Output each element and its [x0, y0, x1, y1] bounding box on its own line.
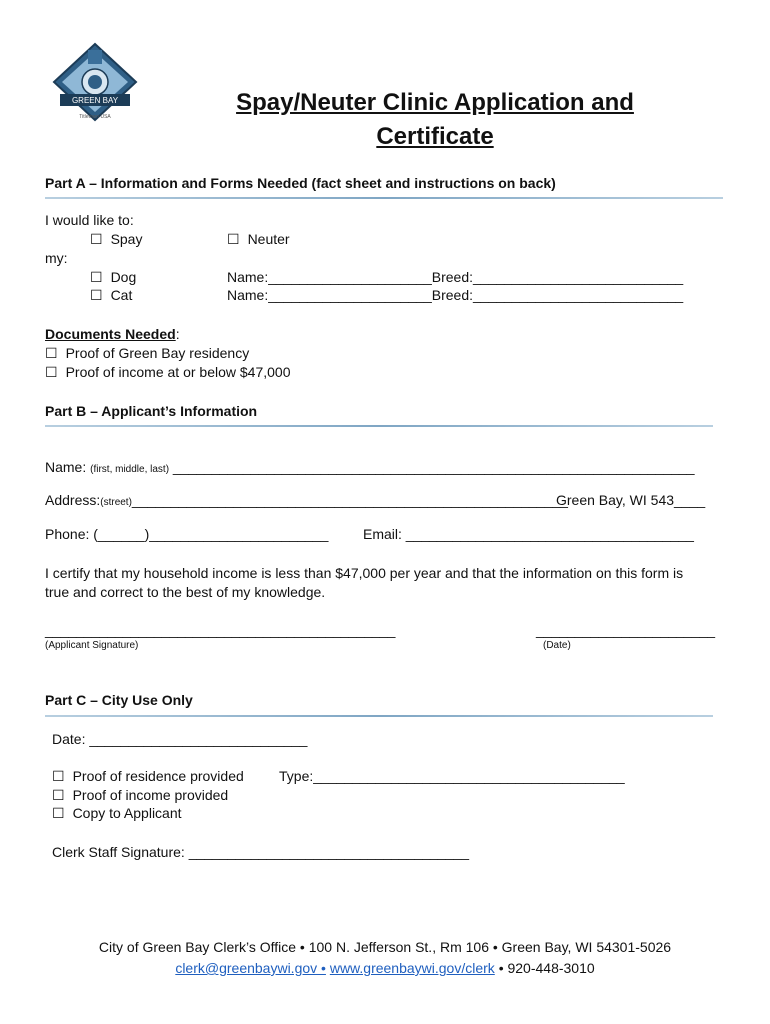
- cat-checkbox[interactable]: ☐: [90, 287, 103, 303]
- income-provided-label: Proof of income provided: [72, 787, 229, 803]
- part-c-heading: Part C – City Use Only: [45, 692, 193, 708]
- part-b-heading: Part B – Applicant’s Information: [45, 403, 258, 419]
- address-line[interactable]: ________________________________________________________: [131, 492, 568, 508]
- dog-label: Dog: [110, 269, 137, 285]
- phone-field[interactable]: Phone: (______)_______________________: [45, 526, 329, 542]
- doc-residency[interactable]: [45, 345, 249, 362]
- clerk-signature-field[interactable]: Clerk Staff Signature: ____________________________________: [52, 844, 469, 860]
- doc-income[interactable]: [45, 364, 290, 381]
- residence-provided-option[interactable]: [52, 768, 244, 785]
- name-label: Name:: [45, 459, 87, 475]
- documents-heading: Documents Needed: [45, 326, 176, 342]
- documents-colon: :: [175, 326, 180, 342]
- name-hint: (first, middle, last): [90, 464, 170, 475]
- documents-needed: [45, 326, 180, 342]
- email-field[interactable]: Email: _____________________________________: [363, 526, 694, 542]
- copy-applicant-option[interactable]: [52, 805, 182, 822]
- footer-address: City of Green Bay Clerk’s Office • 100 N. Jefferson St., Rm 106 • Green Bay, WI 54301-5026: [98, 939, 672, 955]
- cat-option[interactable]: [90, 287, 132, 304]
- income-checkbox[interactable]: ☐: [45, 364, 58, 380]
- dog-name-breed-field[interactable]: Name:_____________________Breed:___________________________: [227, 269, 684, 285]
- part-c-rule: [45, 715, 713, 717]
- residency-label: Proof of Green Bay residency: [65, 345, 250, 361]
- address-label: Address:: [45, 492, 101, 508]
- green-bay-logo: [50, 42, 140, 126]
- signature-date-line[interactable]: _______________________: [536, 622, 716, 638]
- residence-provided-checkbox[interactable]: ☐: [52, 768, 65, 784]
- income-label: Proof of income at or below $47,000: [65, 364, 291, 380]
- spay-option[interactable]: [90, 231, 142, 248]
- part-a-rule: [45, 197, 723, 199]
- neuter-checkbox[interactable]: ☐: [227, 231, 240, 247]
- applicant-address-field[interactable]: [45, 492, 568, 508]
- neuter-option[interactable]: [227, 231, 290, 248]
- spay-checkbox[interactable]: ☐: [90, 231, 103, 247]
- date-caption: (Date): [543, 640, 571, 651]
- form-title-line1: Spay/Neuter Clinic Application and: [236, 89, 634, 116]
- copy-applicant-label: Copy to Applicant: [72, 805, 182, 821]
- dog-option[interactable]: [90, 269, 136, 286]
- income-provided-option[interactable]: [52, 787, 228, 804]
- name-line[interactable]: ___________________________________________________________________: [172, 459, 695, 475]
- income-provided-checkbox[interactable]: ☐: [52, 787, 65, 803]
- clerk-website-link[interactable]: www.greenbaywi.gov/clerk: [329, 960, 495, 976]
- logo-text: GREEN BAY: [71, 96, 119, 105]
- my-label: my:: [45, 250, 68, 266]
- applicant-name-field[interactable]: [45, 459, 695, 475]
- certify-text-1: I certify that my household income is less than $47,000 per year and that the information on this form is: [45, 565, 684, 581]
- form-title-line2: Certificate: [376, 123, 494, 150]
- signature-caption: (Applicant Signature): [45, 640, 139, 651]
- city-zip-field[interactable]: Green Bay, WI 543____: [556, 492, 706, 508]
- logo-tagline: Titletown USA: [79, 114, 111, 120]
- copy-applicant-checkbox[interactable]: ☐: [52, 805, 65, 821]
- dog-checkbox[interactable]: ☐: [90, 269, 103, 285]
- cat-name-breed-field[interactable]: Name:_____________________Breed:___________________________: [227, 287, 684, 303]
- part-a-heading: Part A – Information and Forms Needed (fact sheet and instructions on back): [45, 175, 556, 191]
- address-hint: (street): [100, 497, 132, 508]
- applicant-signature-line[interactable]: _____________________________________________: [45, 622, 396, 638]
- clerk-phone: • 920-448-3010: [498, 960, 595, 976]
- certify-text-2: true and correct to the best of my knowledge.: [45, 584, 326, 600]
- part-b-rule: [45, 425, 713, 427]
- neuter-label: Neuter: [247, 231, 290, 247]
- would-like-label: I would like to:: [45, 212, 134, 228]
- residence-provided-label: Proof of residence provided: [72, 768, 244, 784]
- city-date-field[interactable]: Date: ____________________________: [52, 731, 308, 747]
- footer-contact: [0, 960, 770, 976]
- type-field[interactable]: Type:________________________________________: [279, 768, 625, 784]
- cat-label: Cat: [110, 287, 133, 303]
- spay-label: Spay: [110, 231, 143, 247]
- clerk-email-link[interactable]: clerk@greenbaywi.gov •: [175, 960, 326, 976]
- residency-checkbox[interactable]: ☐: [45, 345, 58, 361]
